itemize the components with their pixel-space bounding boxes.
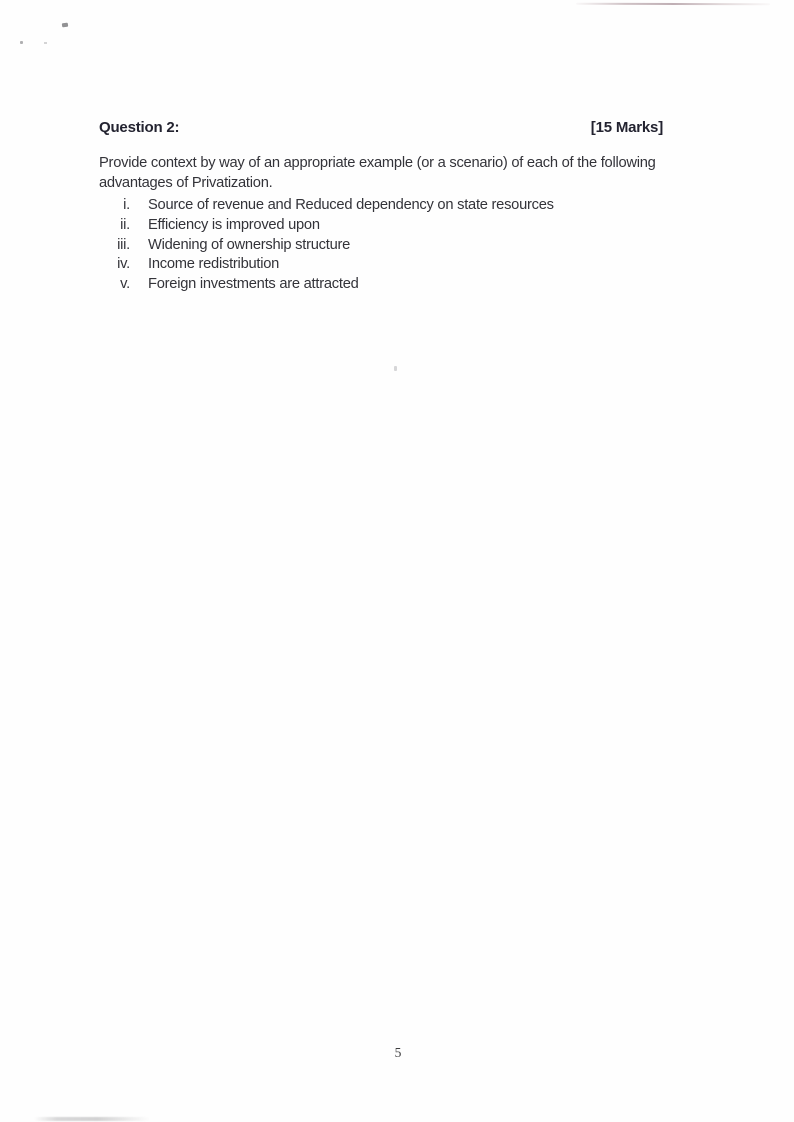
list-item-marker: iv. xyxy=(117,256,130,273)
advantages-list xyxy=(99,196,674,295)
list-item-text: Source of revenue and Reduced dependency on state resources xyxy=(148,197,554,213)
question-header xyxy=(99,119,674,136)
page-number: 5 xyxy=(394,1045,402,1060)
list-item-marker: ii. xyxy=(120,216,130,233)
scan-speck xyxy=(20,41,23,44)
list-item xyxy=(99,255,674,275)
list-item-marker: i. xyxy=(123,197,130,213)
scan-artifact-bottom-smudge xyxy=(34,1117,150,1121)
list-item xyxy=(99,216,674,236)
list-item-text: Widening of ownership structure xyxy=(148,236,351,253)
list-item xyxy=(99,236,674,256)
question-prompt xyxy=(99,153,674,193)
marks-label: [15 Marks] xyxy=(590,119,663,136)
scan-speck xyxy=(62,23,68,28)
list-item-text: Income redistribution xyxy=(148,256,280,273)
scan-speck xyxy=(394,366,397,371)
question-block xyxy=(99,119,674,295)
list-item-marker: v. xyxy=(120,276,130,293)
scan-artifact-top-line xyxy=(576,3,770,6)
question-label: Question 2: xyxy=(99,119,180,136)
list-item-marker: iii. xyxy=(117,236,130,253)
prompt-line: advantages of Privatization. xyxy=(99,175,273,191)
scan-speck xyxy=(44,42,47,44)
list-item xyxy=(99,275,674,295)
list-item-text: Efficiency is improved upon xyxy=(148,216,320,233)
list-item xyxy=(99,196,674,216)
list-item-text: Foreign investments are attracted xyxy=(148,276,359,293)
prompt-line: Provide context by way of an appropriate example (or a scenario) of each of the following xyxy=(99,155,656,171)
